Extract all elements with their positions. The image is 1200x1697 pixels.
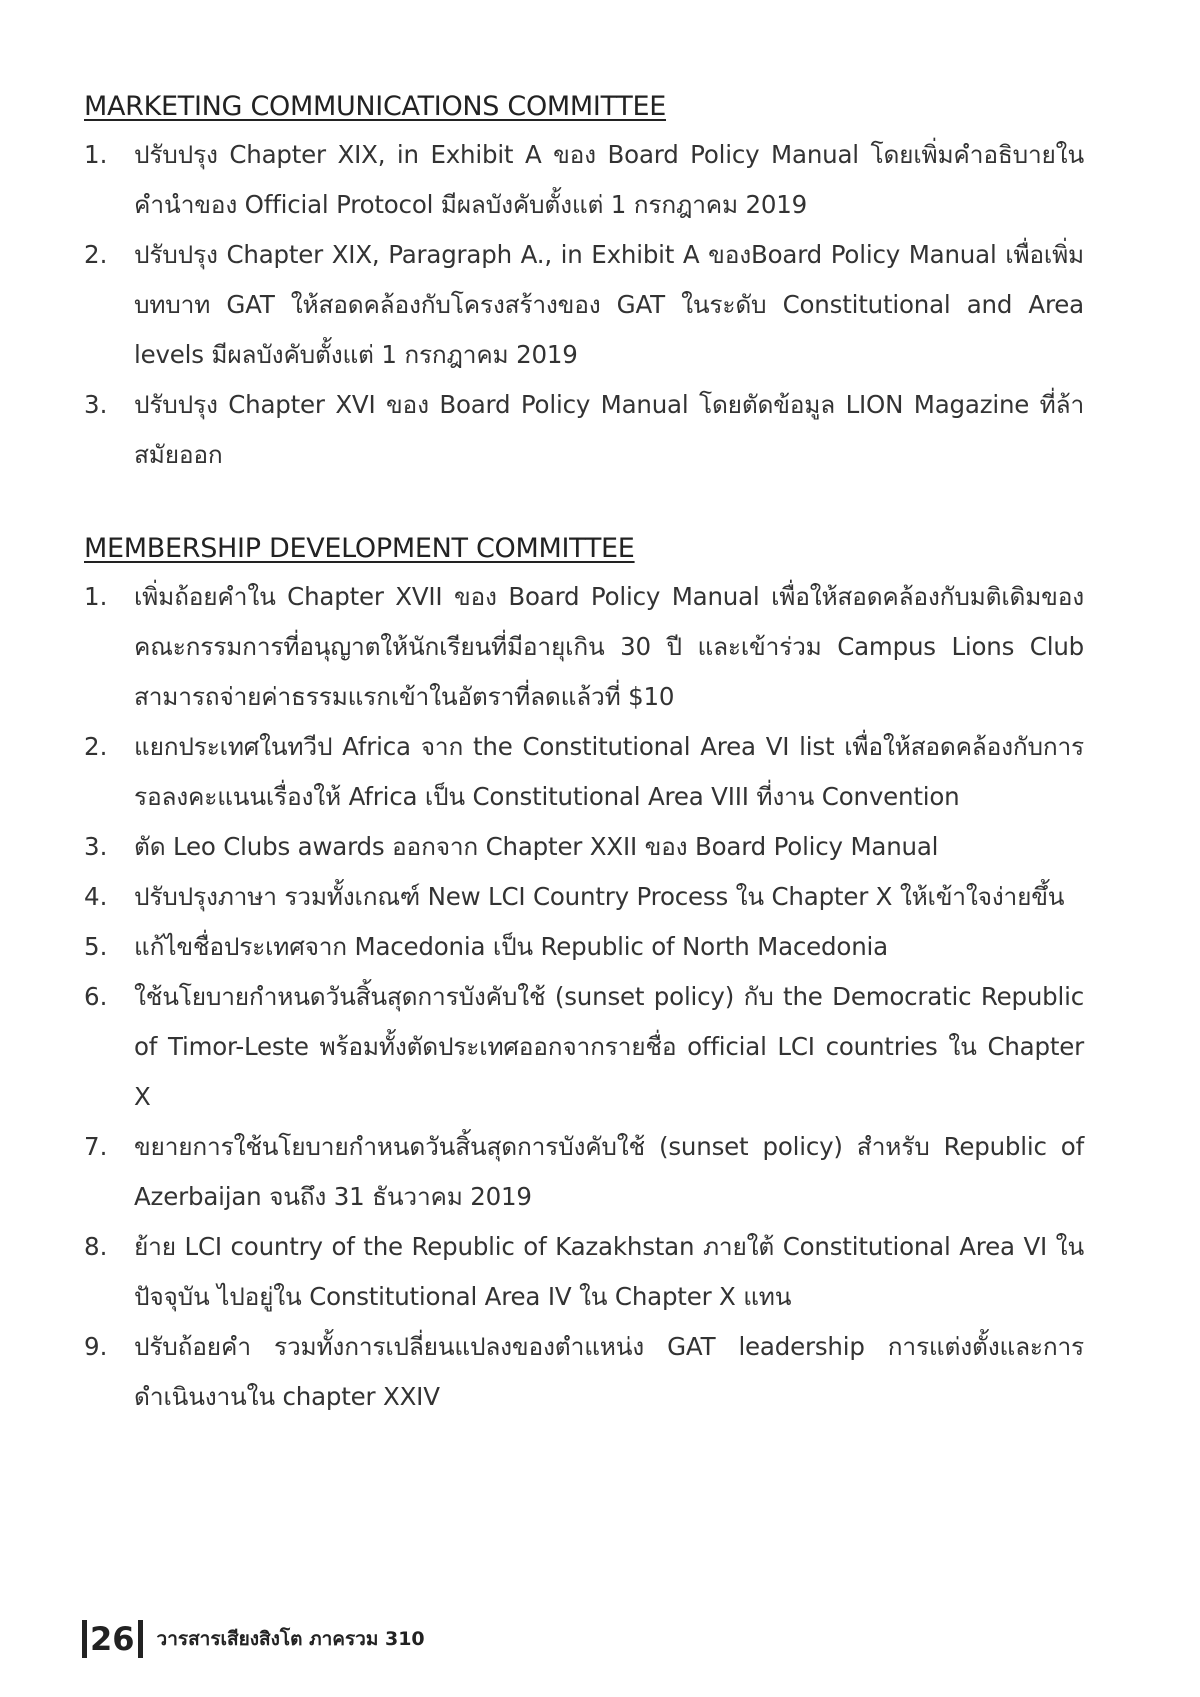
- item-number: 5.: [84, 932, 108, 961]
- section-title-marketing: MARKETING COMMUNICATIONS COMMITTEE: [84, 91, 667, 122]
- footer-bar-right: [138, 1620, 143, 1658]
- list-item: [84, 922, 1084, 972]
- item-text: เพิ่มถ้อยคำใน Chapter XVII ของ Board Policy Manual เพื่อให้สอดคล้องกับมติเดิมของคณะกรรมการที่อนุญาตให้นักเรียนที่มีอายุเกิน 30 ปี และเข้าร่วม Campus Lions Club สามารถจ่ายค่าธรรมแรกเข้าในอัตราที่ลดแล้วที่ $10: [134, 582, 1084, 711]
- item-number: 6.: [84, 982, 108, 1011]
- page-content: [84, 84, 1084, 1422]
- item-number: 9.: [84, 1332, 108, 1361]
- page-number: 26: [90, 1620, 135, 1658]
- item-text: ขยายการใช้นโยบายกำหนดวันสิ้นสุดการบังคับใช้ (sunset policy) สำหรับ Republic of Azerbaijan จนถึง 31 ธันวาคม 2019: [134, 1132, 1084, 1211]
- section-title-membership: MEMBERSHIP DEVELOPMENT COMMITTEE: [84, 533, 635, 564]
- list-item: [84, 822, 1084, 872]
- item-text: ปรับปรุงภาษา รวมทั้งเกณฑ์ New LCI Country Process ใน Chapter X ให้เข้าใจง่ายขึ้น: [134, 882, 1065, 911]
- list-item: [84, 1122, 1084, 1222]
- item-number: 2.: [84, 240, 108, 269]
- item-number: 8.: [84, 1232, 108, 1261]
- list-item: [84, 872, 1084, 922]
- list-item: [84, 130, 1084, 230]
- item-number: 1.: [84, 582, 108, 611]
- item-text: แก้ไขชื่อประเทศจาก Macedonia เป็น Republic of North Macedonia: [134, 932, 888, 961]
- item-text: ย้าย LCI country of the Republic of Kazakhstan ภายใต้ Constitutional Area VI ในปัจจุบัน ไปอยู่ใน Constitutional Area IV ใน Chapter X แทน: [134, 1232, 1084, 1311]
- list-item: [84, 972, 1084, 1122]
- item-text: ตัด Leo Clubs awards ออกจาก Chapter XXII ของ Board Policy Manual: [134, 832, 939, 861]
- marketing-items-list: [84, 130, 1084, 480]
- footer-bar-left: [82, 1620, 87, 1658]
- item-number: 3.: [84, 832, 108, 861]
- item-number: 4.: [84, 882, 108, 911]
- item-text: แยกประเทศในทวีป Africa จาก the Constitutional Area VI list เพื่อให้สอดคล้องกับการรอลงคะแนนเรื่องให้ Africa เป็น Constitutional Area VIII ที่งาน Convention: [134, 732, 1084, 811]
- item-number: 3.: [84, 390, 108, 419]
- item-number: 7.: [84, 1132, 108, 1161]
- list-item: [84, 572, 1084, 722]
- list-item: [84, 230, 1084, 380]
- membership-items-list: [84, 572, 1084, 1422]
- section-spacer: [84, 480, 1084, 526]
- item-text: ปรับถ้อยคำ รวมทั้งการเปลี่ยนแปลงของตำแหน่ง GAT leadership การแต่งตั้งและการดำเนินงานใน chapter XXIV: [134, 1332, 1084, 1411]
- list-item: [84, 722, 1084, 822]
- item-text: ปรับปรุง Chapter XVI ของ Board Policy Manual โดยตัดข้อมูล LION Magazine ที่ล้าสมัยออก: [134, 390, 1084, 469]
- list-item: [84, 380, 1084, 480]
- list-item: [84, 1222, 1084, 1322]
- item-text: ปรับปรุง Chapter XIX, in Exhibit A ของ Board Policy Manual โดยเพิ่มคำอธิบายในคำนำของ Official Protocol มีผลบังคับตั้งแต่ 1 กรกฎาคม 2019: [134, 140, 1084, 219]
- item-text: ปรับปรุง Chapter XIX, Paragraph A., in Exhibit A ของBoard Policy Manual เพื่อเพิ่มบทบาท GAT ให้สอดคล้องกับโครงสร้างของ GAT ในระดับ Constitutional and Area levels มีผลบังคับตั้งแต่ 1 กรกฎาคม 2019: [134, 240, 1084, 369]
- item-text: ใช้นโยบายกำหนดวันสิ้นสุดการบังคับใช้ (sunset policy) กับ the Democratic Republic of Timor-Leste พร้อมทั้งตัดประเทศออกจากรายชื่อ official LCI countries ใน Chapter X: [134, 982, 1084, 1111]
- item-number: 1.: [84, 140, 108, 169]
- item-number: 2.: [84, 732, 108, 761]
- list-item: [84, 1322, 1084, 1422]
- page-footer: [82, 1616, 425, 1662]
- journal-title: วารสารเสียงสิงโต ภาครวม 310: [156, 1628, 425, 1650]
